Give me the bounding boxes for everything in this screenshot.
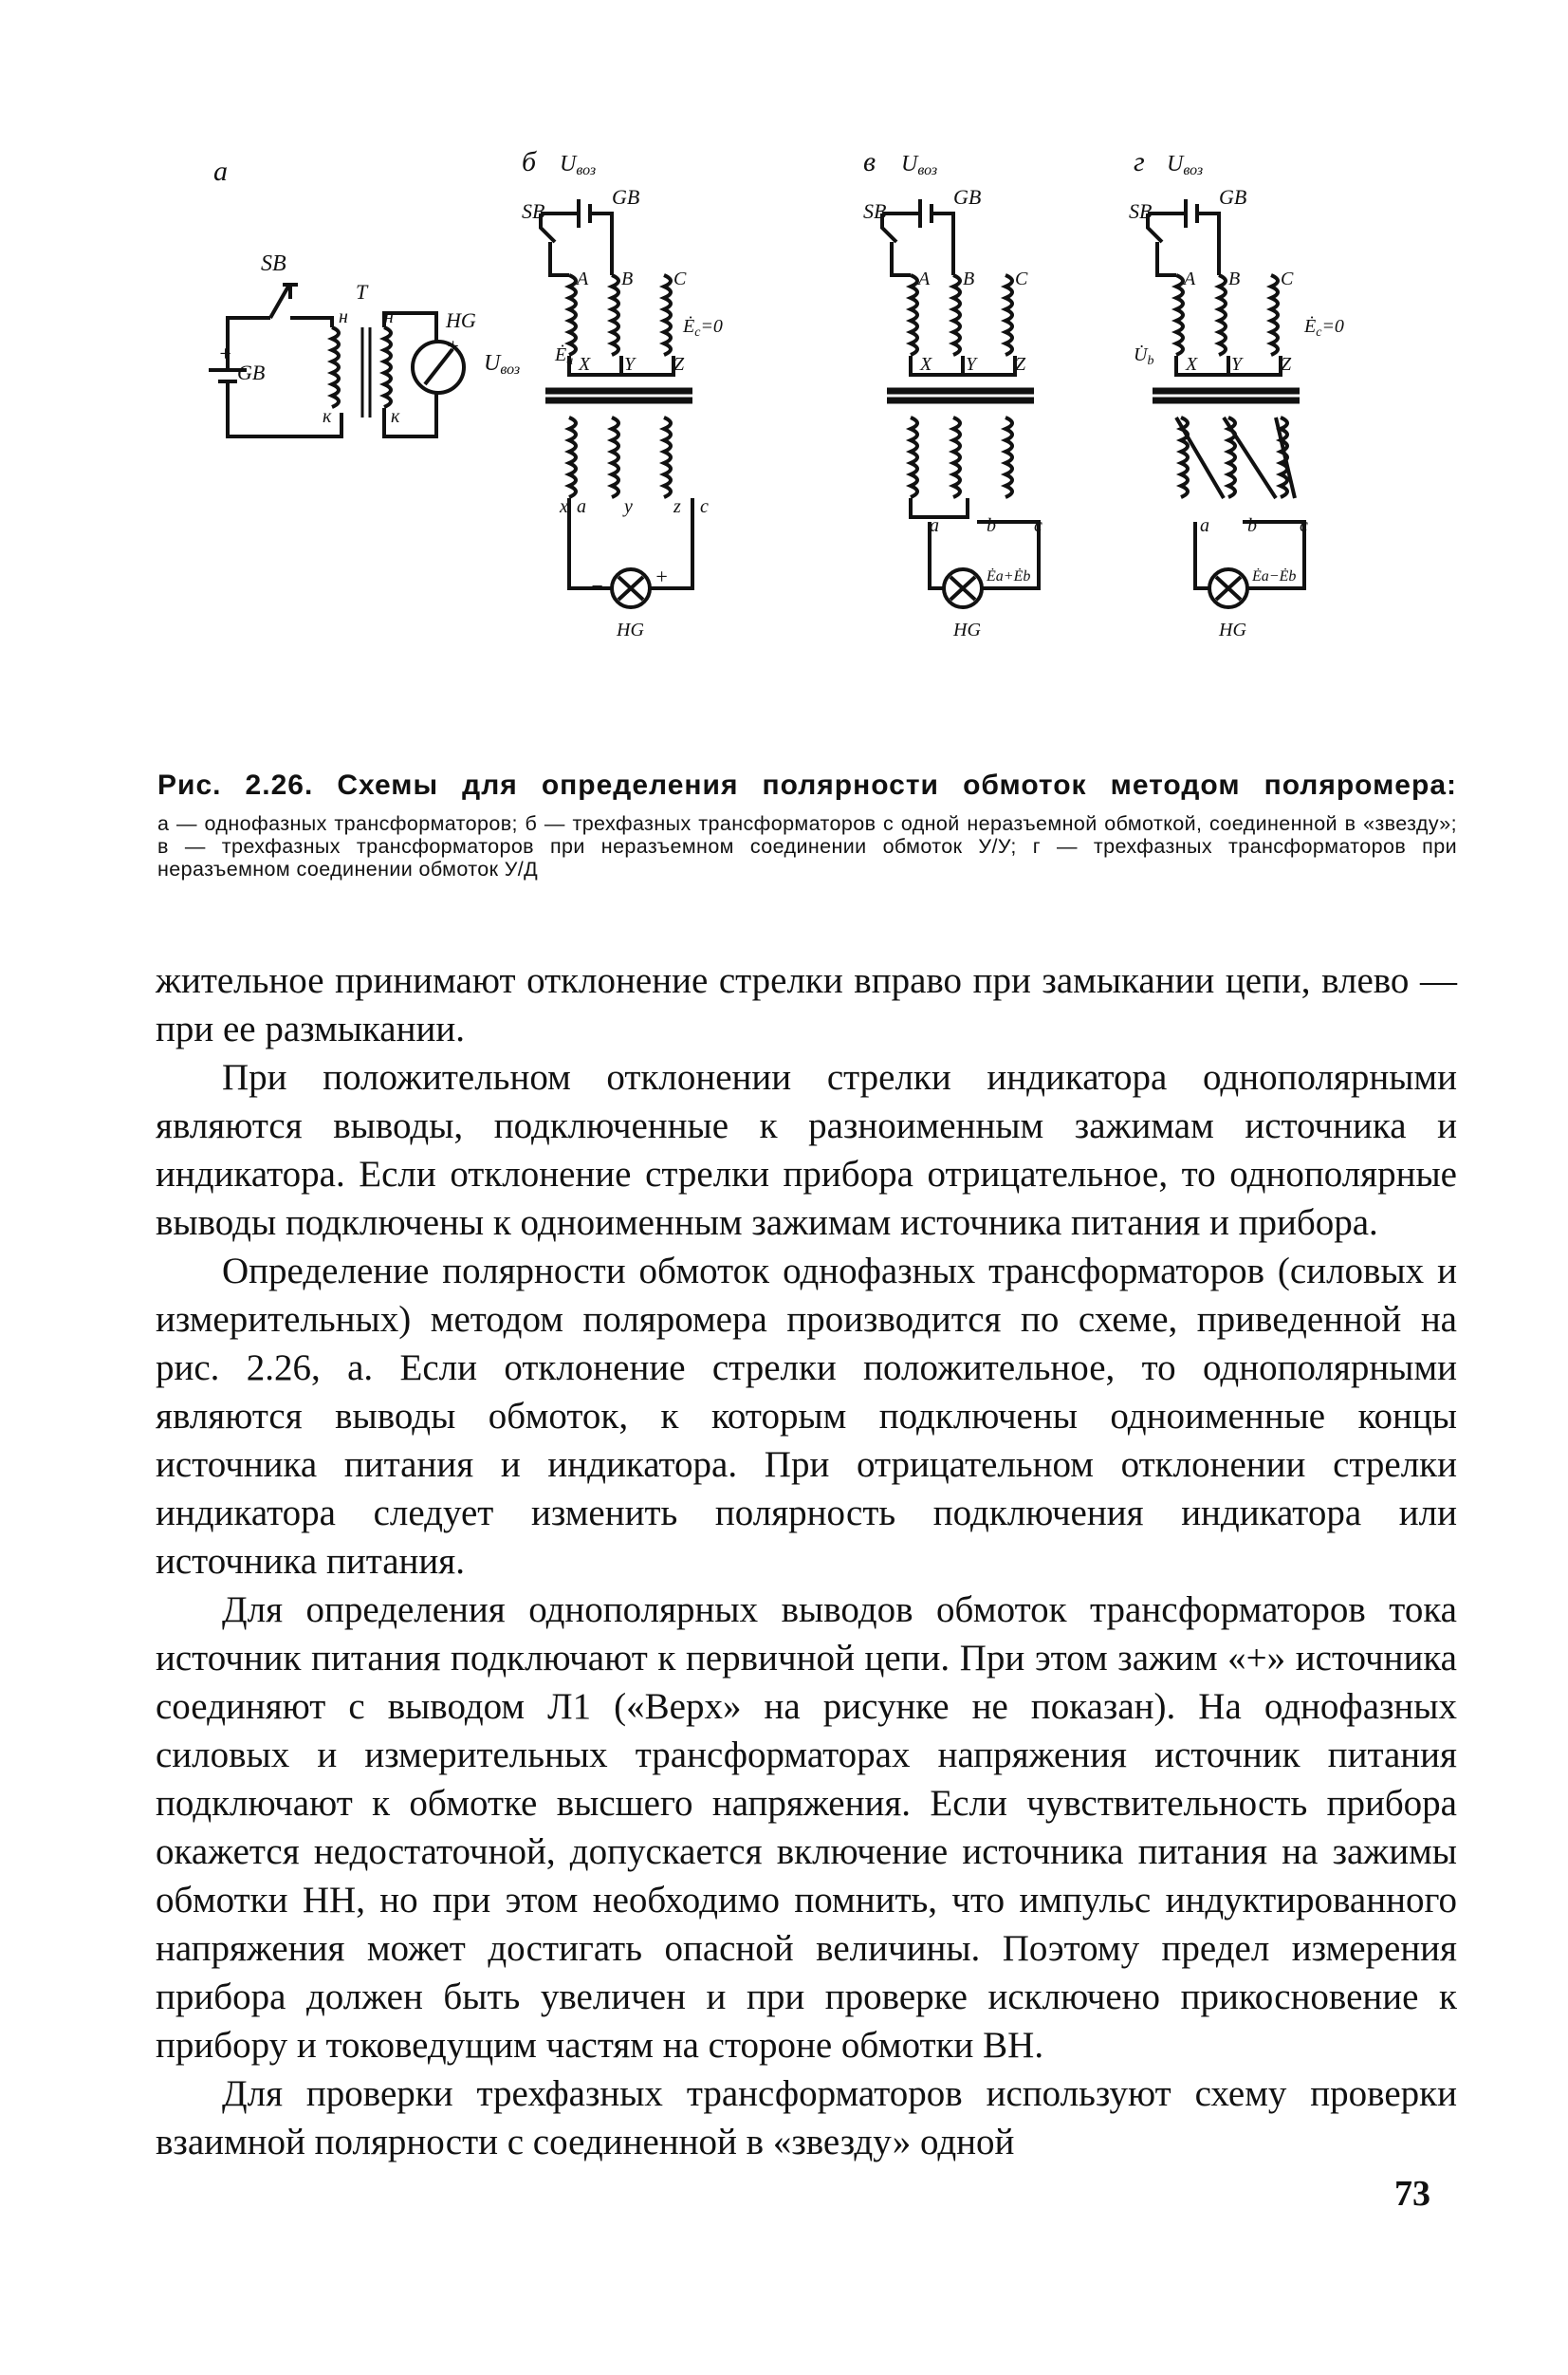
plus-sign-a: +	[218, 342, 232, 365]
figure-2-26	[180, 142, 1442, 731]
hg-label-b: HG	[617, 620, 644, 640]
ub-label-g: $U̇_b$	[1134, 344, 1154, 368]
minus-sign-b: −	[590, 574, 604, 598]
paragraph-5: Для проверки трехфазных трансформаторов используют схему проверки взаимной полярности с соединенной в «звезду» одной	[156, 2073, 1457, 2162]
paragraph-3: Определение полярности обмоток однофазных трансформаторов (силовых и измерительных) методом поляромера производится по схеме, приведенной на рис. 2.26, а. Если отклонение стрелки положительное, то однополярными являются выводы обмоток, к которым подключены одноименные концы источника питания и индикатора. При отрицательном отклонении стрелки индикатора следует изменить полярность подключения индикатора или источника питания.	[156, 1251, 1457, 1582]
terminal-a-b: a	[577, 496, 586, 517]
sb-label-b: SB	[522, 199, 545, 223]
ec-label-g: $Ė_c=0$	[1304, 316, 1344, 340]
panel-label-v: в	[863, 146, 876, 177]
hg-label-a: HG	[446, 308, 476, 332]
k-label-a2: к	[391, 406, 400, 427]
terminal-X-g: X	[1186, 354, 1198, 375]
panel-b-diagram	[522, 152, 723, 640]
terminal-Z-v: Z	[1015, 354, 1026, 375]
terminal-Y-v: Y	[966, 354, 977, 375]
hg-label-g: HG	[1219, 620, 1246, 640]
ea-plus-eb-label: Ėa+Ėb	[987, 568, 1031, 584]
terminal-B-b: B	[621, 269, 634, 289]
terminal-Z-b: Z	[673, 354, 685, 375]
caption-title: Рис. 2.26. Схемы для определения полярности обмоток методом поляромера:	[157, 770, 1457, 801]
terminal-c-v: c	[1034, 515, 1042, 536]
u-voz-label-b: Uвоз	[560, 152, 597, 178]
h-label-a: н	[339, 306, 348, 327]
terminal-Z-g: Z	[1281, 354, 1292, 375]
panel-v-diagram	[863, 152, 1042, 640]
gb-label-b: GB	[612, 185, 640, 209]
terminal-a-g: a	[1200, 515, 1209, 536]
plus-sign-b: +	[655, 565, 669, 588]
paragraph-4: Для определения однополярных выводов обмоток трансформаторов тока источник питания подключают к первичной цепи. При этом зажим «+» источника соединяют с выводом Л1 («Верх» на рисунке не показан). На однофазных силовых и измерительных трансформаторах напряжения источник питания подключают к обмотке высшего напряжения. Если чувствительность прибора окажется недостаточной, допускается включение источника питания на зажимы обмотки НН, но при этом необходимо помнить, что импульс индуктированного напряжения может достигать опасной величины. Поэтому предел измерения прибора должен быть увеличен и при проверке исключено прикосновение к прибору и токоведущим частям на стороне обмотки ВН.	[156, 1589, 1457, 2066]
panel-label-g: г	[1134, 146, 1145, 177]
t-label: T	[356, 280, 368, 304]
u-voz-label-a: Uвоз	[484, 351, 521, 378]
u-voz-label-v: Uвоз	[901, 152, 938, 178]
gb-label-a: GB	[237, 361, 266, 384]
k-label-a1: к	[323, 406, 332, 427]
terminal-C-b: C	[673, 269, 687, 289]
terminal-B-g: B	[1228, 269, 1241, 289]
terminal-X-v: X	[920, 354, 932, 375]
terminal-X-b: X	[579, 354, 591, 375]
panel-label-a: а	[213, 156, 228, 187]
terminal-A-v: A	[918, 269, 931, 289]
plus-sign-a2: +	[446, 334, 460, 358]
sb-label-v: SB	[863, 199, 887, 223]
sb-label-g: SB	[1129, 199, 1153, 223]
caption-text: а — однофазных трансформаторов; б — трехфазных трансформаторов с одной неразъемной обмоткой, соединенной в «звезду»; в — трехфазных трансформаторов при неразъемном соединении обмоток У/У; г — трехфазных трансформаторов при неразъемном соединении обмоток У/Д	[157, 812, 1457, 881]
body-text	[156, 956, 1457, 2166]
terminal-C-v: C	[1015, 269, 1028, 289]
gb-label-g: GB	[1219, 185, 1247, 209]
terminal-B-v: B	[963, 269, 975, 289]
terminal-Y-g: Y	[1231, 354, 1243, 375]
terminal-x-b: x	[560, 496, 568, 517]
terminal-Y-b: Y	[624, 354, 636, 375]
ec-label-b: $Ė_c=0$	[683, 316, 723, 340]
ea-label-b: $Ė_a$	[555, 344, 574, 368]
hg-label-v: HG	[953, 620, 981, 640]
gb-label-v: GB	[953, 185, 982, 209]
terminal-c-g: c	[1300, 515, 1308, 536]
polarity-circuit-diagrams	[180, 142, 1442, 731]
terminal-z-b: z	[673, 496, 681, 517]
panel-label-b: б	[522, 146, 537, 177]
terminal-y-b: y	[624, 496, 633, 517]
sb-label-a: SB	[261, 251, 286, 276]
terminal-A-g: A	[1184, 269, 1196, 289]
panel-a-diagram	[209, 251, 520, 436]
page-number: 73	[1394, 2174, 1430, 2214]
terminal-A-b: A	[577, 269, 589, 289]
terminal-b-g: b	[1247, 515, 1257, 536]
figure-caption	[157, 767, 1457, 881]
panel-g-diagram	[1129, 152, 1344, 640]
paragraph-1: жительное принимают отклонение стрелки вправо при замыкании цепи, влево — при ее размыкании.	[156, 960, 1457, 1049]
terminal-a-v: a	[930, 515, 939, 536]
ea-minus-eb-label: Ėa−Ėb	[1252, 568, 1297, 584]
terminal-b-v: b	[987, 515, 996, 536]
u-voz-label-g: Uвоз	[1167, 152, 1204, 178]
terminal-C-g: C	[1281, 269, 1294, 289]
h-label-a2: н	[384, 306, 394, 327]
terminal-c-b: c	[700, 496, 709, 517]
paragraph-2: При положительном отклонении стрелки индикатора однополярными являются выводы, подключенные к разноименным зажимам источника и индикатора. Если отклонение стрелки прибора отрицательное, то однополярные выводы подключены к одноименным зажимам источника питания и прибора.	[156, 1057, 1457, 1243]
